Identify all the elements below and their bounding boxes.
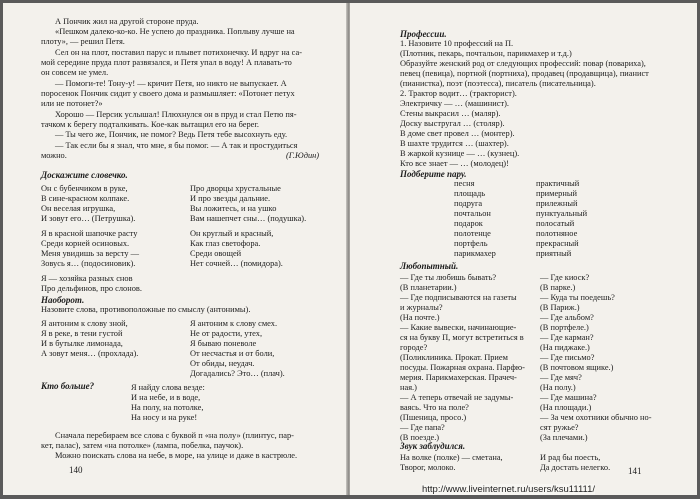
dialog-line: (На полу.)	[540, 383, 576, 392]
poem-line: Да достать нелегко.	[540, 463, 611, 472]
section-heading: Наоборот.	[41, 295, 85, 305]
story-line: — Так если бы я знал, что мне, я бы помог. — А так и простудиться	[55, 141, 298, 150]
dialog-line: сят ружье?	[540, 423, 579, 432]
dialog-line: — А теперь отвечай не задумы-	[400, 393, 514, 402]
riddle-line: Я в красной шапочке расту	[41, 229, 138, 238]
poem-line: От несчастья и от боли,	[190, 349, 275, 358]
page-number: 141	[628, 466, 642, 476]
section-heading: Звук заблудился.	[400, 441, 466, 451]
dialog-line: — Какие вывески, начинающие-	[400, 323, 517, 332]
pair-word: песня	[454, 179, 475, 188]
dialog-line: — Где карман?	[540, 333, 594, 342]
riddle-line: И про звезды дальние.	[190, 194, 271, 203]
story-line: А Пончик жил на другой стороне пруда.	[55, 17, 199, 26]
body-line: В доме свет провел … (монтер).	[400, 129, 515, 138]
riddle-line: Он круглый и красный,	[190, 229, 274, 238]
story-line: мой середине пруда плот развязался, и Петя упал в воду! А плавать-то	[41, 58, 292, 67]
riddle-line: Я — хозяйка разных снов	[41, 274, 133, 283]
pair-word: прилежный	[536, 199, 578, 208]
body-line: Сначала перебираем все слова с буквой п «на полу» (плинтус, пар-	[55, 431, 294, 440]
poem-line: На носу и на руке!	[131, 413, 198, 422]
pair-word: парикмахер	[454, 249, 496, 258]
dialog-line: — Где письмо?	[540, 353, 595, 362]
riddle-line: Про дворцы хрустальные	[190, 184, 281, 193]
dialog-line: (В Париж.)	[540, 303, 580, 312]
dialog-line: посуды. Пожарная охрана. Парфю-	[400, 363, 525, 372]
dialog-line: ся на букву П, могут встретиться в	[400, 333, 524, 342]
story-line: Сел он на плот, поставил парус и плывет потихонечку. И вдруг на са-	[55, 48, 302, 57]
story-line: или не потонет?»	[41, 99, 103, 108]
dialog-line: (На пиджаке.)	[540, 343, 590, 352]
story-line: можно.	[41, 151, 67, 160]
poem-line: Догадались? Это… (плач).	[190, 369, 285, 378]
body-line: Образуйте женский род от следующих профессий: повар (повариха),	[400, 59, 646, 68]
body-line: (пианистка), поэт (поэтесса), писатель (писательница).	[400, 79, 596, 88]
riddle-line: Меня увидишь за версту —	[41, 249, 140, 258]
pair-word: полотняное	[536, 229, 578, 238]
body-line: кет, палас), затем «на потолке» (лампа, побелка, паучок).	[41, 441, 244, 450]
body-line: Электричку — … (машинист).	[400, 99, 509, 108]
section-intro: Назовите слова, противоположные по смыслу (антонимы).	[41, 305, 251, 314]
dialog-line: — Где ты любишь бывать?	[400, 273, 497, 282]
riddle-line: Среди корней осиновых.	[41, 239, 130, 248]
dialog-line: (Пшеница, просо.)	[400, 413, 467, 422]
body-line: 2. Трактор водит… (тракторист).	[400, 89, 517, 98]
body-line: В жаркой кузнице — … (кузнец).	[400, 149, 520, 158]
poem-line: И рад бы поесть,	[540, 453, 601, 462]
pair-word: почтальон	[454, 209, 491, 218]
pair-word: пунктуальный	[536, 209, 588, 218]
pair-word: примерный	[536, 189, 577, 198]
page-number: 140	[69, 465, 83, 475]
pair-word: полосатый	[536, 219, 575, 228]
pair-word: практичный	[536, 179, 580, 188]
watermark-url: http://www.liveinternet.ru/users/ksu11111/	[422, 484, 596, 495]
dialog-line: — Где машина?	[540, 393, 597, 402]
riddle-line: Вам нашепчет сны… (подушка).	[190, 214, 307, 223]
dialog-line: — Где альбом?	[540, 313, 594, 322]
riddle-line: И зовут его… (Петрушка).	[41, 214, 136, 223]
dialog-line: — Куда ты поедешь?	[540, 293, 615, 302]
dialog-line: ваясь. Что на поле?	[400, 403, 469, 412]
body-line: В шахте трудится … (шахтер).	[400, 139, 509, 148]
dialog-line: (В почтовом ящике.)	[540, 363, 614, 372]
riddle-line: Про дельфинов, про слонов.	[41, 284, 142, 293]
riddle-line: Среди овощей	[190, 249, 242, 258]
poem-line: Я найду слова везде:	[131, 383, 205, 392]
dialog-line: мерия. Парикмахерская. Прачеч-	[400, 373, 517, 382]
body-line: (Плотник, пекарь, почтальон, парикмахер и т.д.)	[400, 49, 572, 58]
story-line: тачком к берегу подталкивать. Кое-как вытащил его на берег.	[41, 120, 259, 129]
poem-line: На волке (полке) — сметана,	[400, 453, 503, 462]
dialog-line: — Где подписываются на газеты	[400, 293, 517, 302]
story-line: — Помоги-те! Тону-у! — кричит Петя, но никто не выпускает. А	[55, 79, 287, 88]
dialog-line: (В планетарии.)	[400, 283, 457, 292]
poem-line: А зовут меня… (прохлада).	[41, 349, 139, 358]
story-line: — Ты чего же, Пончик, не помог? Ведь Петя тебе высохнуть еду.	[55, 130, 288, 139]
section-heading: Профессии.	[400, 29, 447, 39]
dialog-line: ная.)	[400, 383, 417, 392]
story-line: он совсем не умел.	[41, 68, 109, 77]
poem-line: От обиды, неудач.	[190, 359, 255, 368]
right-page	[350, 3, 697, 495]
body-line: Кто все знает — … (молодец)!	[400, 159, 509, 168]
poem-line: На полу, на потолке,	[131, 403, 204, 412]
dialog-line: — За чем охотники обычно но-	[540, 413, 652, 422]
section-heading: Любопытный.	[400, 261, 459, 271]
dialog-line: и журналы?	[400, 303, 443, 312]
dialog-line: (За плечами.)	[540, 433, 588, 442]
riddle-line: Он с бубенчиком в руке,	[41, 184, 128, 193]
story-line: поросенок Пончик сидит у своего дома и размышляет: «Потонет петух	[41, 89, 295, 98]
body-line: Доску выстругал … (столяр).	[400, 119, 505, 128]
dialog-line: (На почте.)	[400, 313, 440, 322]
poem-line: Я в реке, в тени густой	[41, 329, 123, 338]
body-line: Можно поискать слова на небе, в море, на улице и даже в кастрюле.	[55, 451, 298, 460]
story-author: (Г.Юдин)	[286, 151, 320, 160]
pair-word: площадь	[454, 189, 486, 198]
poem-line: И в бутылке лимонада,	[41, 339, 123, 348]
left-page	[3, 3, 347, 495]
poem-line: Не от радости, утех,	[190, 329, 263, 338]
dialog-line: (На площади.)	[540, 403, 592, 412]
story-line: «Пешком далеко-ко-ко. Не успею до праздника. Поплыву лучше на	[55, 27, 295, 36]
riddle-line: Вы ложитесь, и на ушко	[190, 204, 277, 213]
body-line: Стены выкрасил … (маляр).	[400, 109, 501, 118]
riddle-line: Зовусь я… (подосиновик).	[41, 259, 136, 268]
dialog-line: (В парке.)	[540, 283, 576, 292]
riddle-line: В сине-красном колпаке.	[41, 194, 130, 203]
body-line: 1. Назовите 10 профессий на П.	[400, 39, 514, 48]
body-line: певец (певица), портной (портниха), продавец (продавщица), пианист	[400, 69, 649, 78]
story-line: Хорошо — Персик услышал! Плюхнулся он в пруд и стал Петю пя-	[55, 110, 297, 119]
dialog-line: (В поезде.)	[400, 433, 440, 442]
pair-word: подарок	[454, 219, 483, 228]
riddle-line: Нет сочней… (помидора).	[190, 259, 283, 268]
pair-word: портфель	[454, 239, 488, 248]
dialog-line: (Поликлиника. Прокат. Прием	[400, 353, 508, 362]
poem-line: Я антоним к слову зной,	[41, 319, 128, 328]
dialog-line: — Где мяч?	[540, 373, 582, 382]
riddle-line: Он веселая игрушка,	[41, 204, 116, 213]
pair-word: приятный	[536, 249, 572, 258]
section-heading: Кто больше?	[41, 381, 95, 391]
pair-word: прекрасный	[536, 239, 579, 248]
dialog-line: — Где папа?	[400, 423, 445, 432]
poem-line: Я антоним к слову смех.	[190, 319, 278, 328]
poem-line: Творог, молоко.	[400, 463, 456, 472]
pair-word: подруга	[454, 199, 483, 208]
dialog-line: (В портфеле.)	[540, 323, 589, 332]
story-line: плоту», — решил Петя.	[41, 37, 125, 46]
poem-line: И на небе, и в воде,	[131, 393, 201, 402]
section-heading: Доскажите словечко.	[41, 170, 128, 180]
dialog-line: — Где киоск?	[540, 273, 590, 282]
section-heading: Подберите пару.	[400, 169, 467, 179]
riddle-line: Как глаз светофора.	[190, 239, 261, 248]
dialog-line: городе?	[400, 343, 428, 352]
pair-word: полотенце	[454, 229, 491, 238]
poem-line: Я бываю поневоле	[190, 339, 257, 348]
